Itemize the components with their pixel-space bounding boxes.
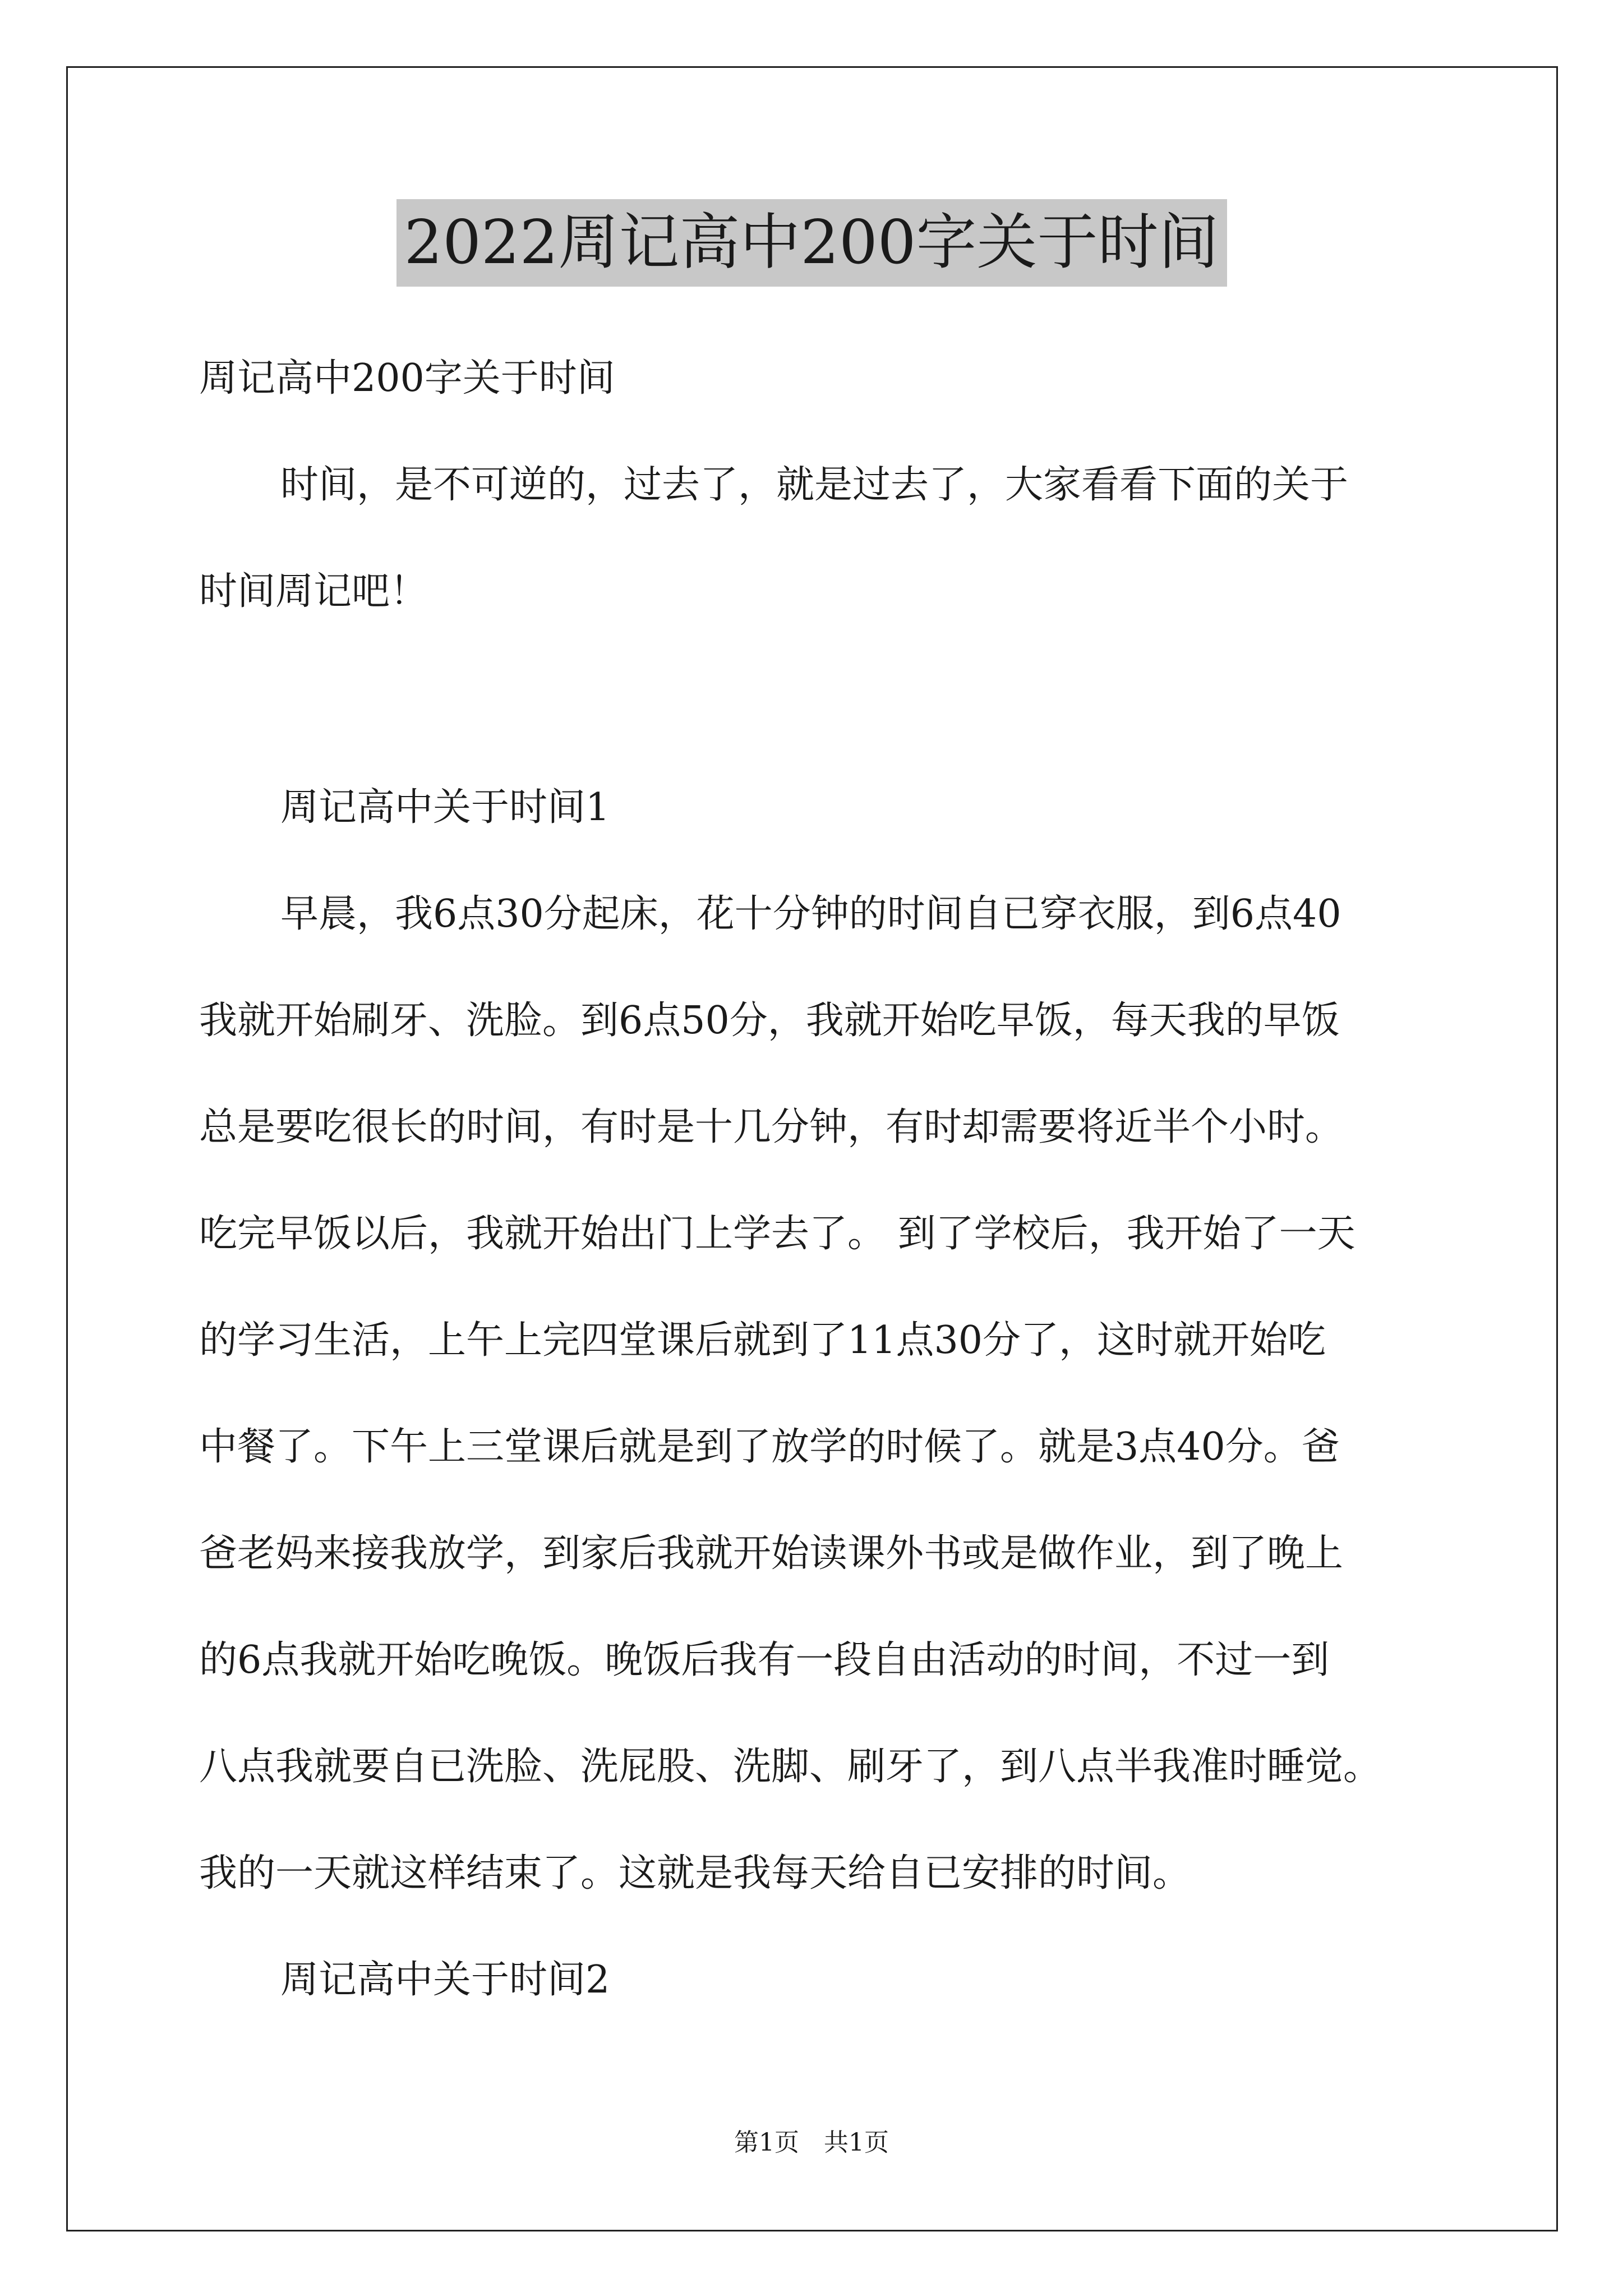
subtitle: 周记高中200字关于时间: [199, 356, 615, 401]
section1-line-1: 早晨，我6点30分起床，花十分钟的时间自已穿衣服，到6点40: [280, 892, 1341, 936]
section2-heading: 周记高中关于时间2: [280, 1958, 610, 2002]
intro-line-1: 时间，是不可逆的，过去了，就是过去了，大家看看下面的关于: [280, 463, 1349, 507]
section1-line-2: 我就开始刷牙、洗脸。到6点50分，我就开始吃早饭，每天我的早饭: [199, 999, 1340, 1043]
section1-line-10: 我的一天就这样结束了。这就是我每天给自已安排的时间。: [199, 1851, 1191, 1895]
section1-line-5: 的学习生活，上午上完四堂课后就到了11点30分了，这时就开始吃: [199, 1318, 1326, 1363]
page-footer: 第1页 共1页: [734, 2128, 889, 2157]
section1-line-3: 总是要吃很长的时间，有时是十几分钟，有时却需要将近半个小时。: [199, 1105, 1344, 1149]
title-block: [0, 199, 1623, 287]
section1-line-4: 吃完早饭以后，我就开始出门上学去了。 到了学校后，我开始了一天: [199, 1212, 1355, 1256]
document-title: 2022周记高中200字关于时间: [396, 199, 1227, 287]
section1-line-6: 中餐了。下午上三堂课后就是到了放学的时候了。就是3点40分。爸: [199, 1425, 1340, 1469]
section1-line-7: 爸老妈来接我放学，到家后我就开始读课外书或是做作业，到了晚上: [199, 1531, 1344, 1576]
section1-line-8: 的6点我就开始吃晚饭。晚饭后我有一段自由活动的时间，不过一到: [199, 1638, 1330, 1682]
intro-line-2: 时间周记吧！: [199, 569, 428, 614]
section1-line-9: 八点我就要自已洗脸、洗屁股、洗脚、刷牙了，到八点半我准时睡觉。: [199, 1745, 1382, 1789]
section1-heading: 周记高中关于时间1: [280, 785, 610, 830]
